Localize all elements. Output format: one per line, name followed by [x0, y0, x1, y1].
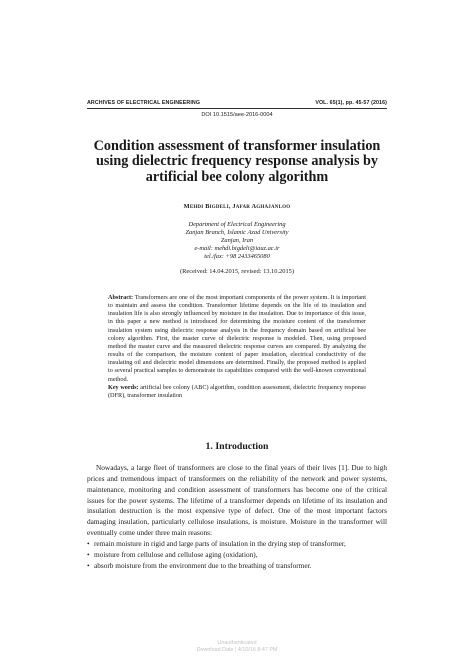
reasons-list [87, 539, 387, 572]
abstract [108, 294, 366, 400]
author-2: JAFAR AGHAJANLOO [232, 203, 291, 210]
paper-title: Condition assessment of transformer insulation using dielectric frequency response analysis by artificial bee colony algorithm [93, 138, 381, 185]
watermark-line-1: Unauthenticated [217, 640, 257, 646]
watermark-line-2: Download Date | 4/10/16 8:47 PM [196, 647, 278, 653]
list-item: • moisture from cellulose and cellulose aging (oxidation), [87, 549, 258, 559]
affiliation-email: e-mail: mehdi.bigdeli@iauz.ac.ir [194, 245, 280, 253]
author-1: MEHDI BIGDELI [183, 203, 229, 210]
keywords-label: Key words: [108, 383, 139, 391]
affiliation [0, 221, 474, 261]
volume-info: VOL. 65(1), pp. 45-57 (2016) [315, 100, 387, 106]
affiliation-phone: tel./fax: +98 2433465080 [204, 253, 270, 261]
section-heading: 1. Introduction [205, 441, 269, 452]
journal-name: ARCHIVES OF ELECTRICAL ENGINEERING [87, 100, 201, 106]
abstract-label: Abstract: [108, 294, 134, 301]
bullet-icon: • [87, 560, 90, 570]
keywords-paragraph [108, 384, 366, 400]
watermark [0, 640, 474, 654]
keywords-text: artificial bee colony (ABC) algorithm, condition assessment, dielectric frequency response (DFR), transformer insulation [108, 383, 366, 399]
doi: DOI 10.1515/aee-2016-0004 [201, 112, 273, 118]
introduction-paragraph: Nowadays, a large fleet of transformers are close to the final years of their lives [1]. Due to high prices and tremendous impact of transformers on the reliability of the network and power systems, maintenance, monitoring and condition assessment of transformers has become one of the critical issues for the power systems. The lifetime of a transformer depends on lifetime of its insulation and insulation destruction is the most expensive type of defect. One of the most important factors damaging insulation, particularly cellulose insulations, is moisture. Moisture in the transformer will eventually come under three main reasons: [87, 463, 387, 538]
affiliation-city: Zanjan, Iran [220, 237, 254, 245]
header-rule [87, 108, 387, 109]
bullet-icon: • [87, 549, 90, 559]
bullet-icon: • [87, 538, 90, 548]
received-dates: (Received: 14.04.2015, revised: 13.10.2015) [180, 268, 294, 275]
introduction-body [87, 463, 387, 571]
abstract-text: Transformers are one of the most important components of the power system. It is important to maintain and assess the condition. Transformer lifetime depends on the life of its insulation and insulation life is also strongly influenced by moisture in the insulation. Due to importance of this issue, in this paper a new method is introduced for determining the moisture content of the transformer insulation system using dielectric response analysis in the frequency domain based on artificial bee colony algorithm. First, the master curve of dielectric response is modeled. Then, using proposed method the master curve and the measured dielectric response curves are compared. By analyzing the results of the comparison, the moisture content of paper insulation, electrical conductivity of the insulating oil and dielectric model dimensions are determined. Finally, the proposed method is applied to several practical samples to demonstrate its capabilities compared with the well-known conventional method. [108, 294, 366, 383]
authors: MEHDI BIGDELI, JAFAR AGHAJANLOO [183, 203, 291, 210]
affiliation-branch: Zanjan Branch, Islamic Azad University [185, 229, 289, 237]
affiliation-department: Department of Electrical Engineering [188, 221, 286, 228]
list-item: • remain moisture in rigid and large parts of insulation in the drying step of transformer, [87, 538, 346, 548]
list-item: • absorb moisture from the environment due to the breathing of transformer. [87, 560, 312, 570]
abstract-paragraph [108, 294, 366, 384]
